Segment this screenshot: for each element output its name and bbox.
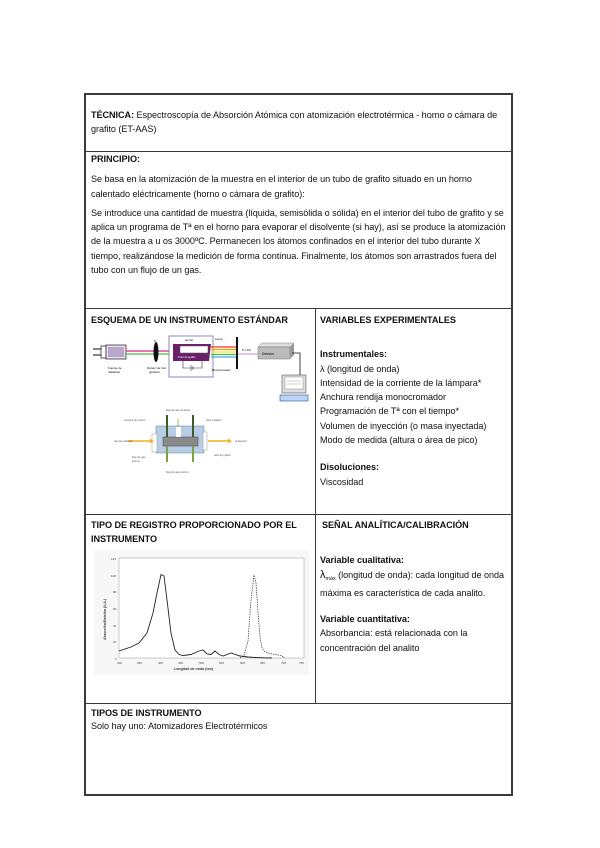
computer-icon	[280, 375, 308, 401]
divider	[86, 308, 511, 309]
svg-text:ventana de cuarzo: ventana de cuarzo	[124, 419, 146, 422]
cuantitativa-text: Absorbancia: está relacionada con la concentración del analito	[320, 628, 468, 653]
divider	[315, 308, 316, 704]
svg-text:60: 60	[113, 607, 117, 611]
svg-text:550: 550	[219, 661, 225, 665]
svg-text:20: 20	[113, 640, 117, 644]
svg-text:650: 650	[260, 661, 266, 665]
variable-item: Programación de Tª con el tiempo*	[320, 406, 460, 417]
detector-icon	[258, 343, 294, 359]
principio-cell	[91, 152, 509, 277]
svg-text:0: 0	[115, 657, 117, 661]
svg-text:400: 400	[158, 661, 164, 665]
instrument-schematic-diagram	[90, 325, 312, 505]
principio-paragraph-1: Se basa en la atomización de la muestra en el interior de un tubo de grafito situado en un horno calentado eléctricamente (horno o cámara de grafito):	[91, 174, 472, 199]
lambda-symbol: λ	[320, 568, 326, 581]
svg-text:radiación: radiación	[108, 370, 121, 374]
svg-text:Divisor de haz: Divisor de haz	[147, 366, 167, 370]
svg-text:haz de radiación: haz de radiación	[114, 440, 134, 443]
svg-text:flujo de gas: flujo de gas	[132, 456, 146, 459]
esquema-title: ESQUEMA DE UN INSTRUMENTO ESTÁNDAR	[91, 315, 288, 325]
svg-text:Horno: Horno	[185, 338, 194, 342]
svg-text:P: P	[154, 339, 157, 343]
senal-cell	[320, 518, 512, 655]
svg-text:flujo de gas protector: flujo de gas protector	[166, 409, 191, 412]
svg-text:120: 120	[111, 557, 117, 561]
svg-text:tubo metálico: tubo metálico	[206, 419, 222, 422]
graphite-furnace-detail	[114, 408, 247, 474]
svg-text:450: 450	[178, 661, 184, 665]
svg-text:Tubo de grafito: Tubo de grafito	[178, 356, 196, 359]
svg-text:80: 80	[113, 590, 117, 594]
svg-text:100: 100	[111, 574, 117, 578]
tecnica-cell	[91, 108, 506, 137]
senal-title: SEÑAL ANALÍTICA/CALIBRACIÓN	[322, 520, 469, 530]
tecnica-label: TÉCNICA:	[91, 110, 135, 120]
registro-title: TIPO DE REGISTRO PROPORCIONADO POR EL INSTRUMENTO	[91, 520, 297, 545]
variables-cell	[320, 313, 512, 489]
svg-text:300: 300	[117, 661, 123, 665]
divider	[86, 514, 511, 515]
chart-xlabel: Longitud de onda (nm)	[174, 667, 213, 671]
svg-text:750: 750	[299, 661, 305, 665]
svg-text:giratorio: giratorio	[149, 370, 160, 374]
divider	[86, 703, 511, 704]
variable-item: Anchura rendija monocromador	[320, 392, 446, 403]
cualitativa-label: Variable cualitativa:	[320, 555, 404, 566]
svg-text:flujo de gas externo: flujo de gas externo	[166, 471, 189, 474]
spectrum-chart	[94, 550, 309, 675]
lamp-icon	[93, 345, 126, 359]
svg-text:Lente: Lente	[215, 337, 223, 341]
lambda-subscript: máx	[325, 575, 336, 582]
instrumentales-label: Instrumentales:	[320, 349, 387, 360]
chopper-icon	[154, 342, 159, 362]
svg-text:Monocromador: Monocromador	[212, 368, 231, 372]
svg-text:500: 500	[199, 661, 205, 665]
tipos-text: Solo hay uno: Atomizadores Electrotérmicos	[91, 721, 268, 731]
svg-text:al detector: al detector	[235, 440, 248, 443]
variables-title: VARIABLES EXPERIMENTALES	[320, 315, 456, 325]
svg-text:700: 700	[281, 661, 287, 665]
svg-text:350: 350	[137, 661, 143, 665]
cualitativa-text	[320, 568, 512, 601]
svg-text:Fuente de: Fuente de	[108, 366, 122, 370]
variable-item: Modo de medida (altura o área de pico)	[320, 435, 478, 446]
principio-paragraph-2: Se introduce una cantidad de muestra (líquida, semisólida o sólida) en el interior del tubo de grafito y se aplica un programa de Tª en el horno para evaporar el disolvente (si hay), así se produce la atomización de la muestra a u os 3000ºC. Permanecen los átomos confinados en el interior del tubo durante X tiempo, realizándose la medición de forma continua. Finalmente, los átomos son arrastrados fuera del tubo con un flujo de un gas.	[91, 207, 506, 276]
variable-item: Intensidad de la corriente de la lámpara*	[320, 377, 482, 388]
cuantitativa-label: Variable cuantitativa:	[320, 614, 410, 625]
svg-text:40: 40	[113, 624, 117, 628]
variable-item: Volumen de inyección (o masa inyectada)	[320, 420, 487, 431]
svg-text:600: 600	[240, 661, 246, 665]
disoluciones-label: Disoluciones:	[320, 462, 379, 473]
svg-text:P o P0: P o P0	[242, 348, 251, 352]
variable-item: Viscosidad	[320, 476, 364, 487]
cualitativa-description: (longitud de onda): cada longitud de onda máxima es característica de cada analito.	[320, 569, 504, 598]
variable-item: λ (longitud de onda)	[320, 363, 400, 374]
registro-cell	[91, 518, 313, 547]
svg-text:Detector: Detector	[262, 352, 275, 356]
tecnica-text: Espectroscopía de Absorción Atómica con atomización electrotérmica - horno o cámara de grafito (ET-AAS)	[91, 110, 498, 135]
chart-ylabel: Absorción/Emisión (U.A.)	[103, 599, 107, 640]
technique-table	[84, 93, 513, 796]
tipos-cell	[91, 707, 509, 733]
tipos-title: TIPOS DE INSTRUMENTO	[91, 708, 202, 718]
svg-text:interno: interno	[132, 460, 140, 463]
svg-text:tubo de grafito: tubo de grafito	[214, 454, 231, 457]
principio-label: PRINCIPIO:	[91, 154, 141, 164]
